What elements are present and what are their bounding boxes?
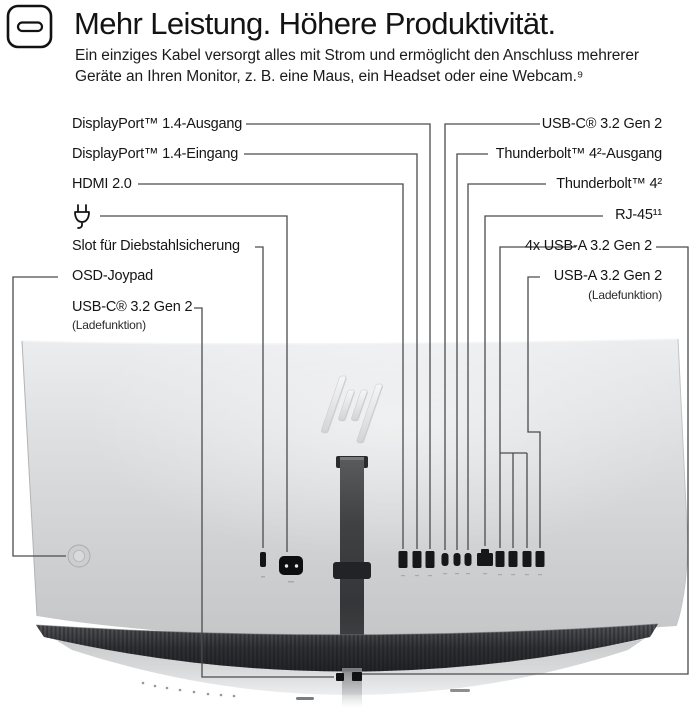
thunderbolt-out-port xyxy=(454,553,461,566)
callout-hdmi: HDMI 2.0 xyxy=(72,176,132,192)
callout-usb-a-charging: USB-A 3.2 Gen 2 xyxy=(553,268,662,284)
callout-rj45: RJ-45¹¹ xyxy=(615,207,662,223)
callout-usb-c-charging: USB-C® 3.2 Gen 2 xyxy=(72,299,193,315)
usb-c-port xyxy=(442,553,449,566)
usb-a-charging-port xyxy=(536,551,545,567)
callout-usb-c-charging-sub: (Ladefunktion) xyxy=(72,318,146,332)
callout-thunderbolt-out: Thunderbolt™ 4²-Ausgang xyxy=(495,146,662,162)
osd-joypad xyxy=(68,545,90,567)
thunderbolt-port xyxy=(465,553,472,566)
usb-a-port-3 xyxy=(523,551,532,567)
stand-clamp xyxy=(333,562,371,579)
callout-usb-a-group: 4x USB-A 3.2 Gen 2 xyxy=(525,238,652,254)
usb-a-port-2 xyxy=(509,551,518,567)
usb-c-charging-port-bottom xyxy=(336,673,344,681)
callout-usb-c: USB-C® 3.2 Gen 2 xyxy=(541,116,662,132)
callout-displayport-in: DisplayPort™ 1.4-Eingang xyxy=(72,146,239,162)
callout-security-slot: Slot für Diebstahlsicherung xyxy=(72,238,240,254)
callout-usb-a-charging-sub: (Ladefunktion) xyxy=(588,288,662,302)
hdmi-port xyxy=(399,551,408,568)
callout-thunderbolt: Thunderbolt™ 4² xyxy=(556,176,662,192)
displayport-in-port xyxy=(413,551,422,568)
page-title: Mehr Leistung. Höhere Produktivität. xyxy=(74,6,556,41)
displayport-out-port xyxy=(426,551,435,568)
callout-displayport-out: DisplayPort™ 1.4-Ausgang xyxy=(72,116,243,132)
usb-a-port-bottom xyxy=(352,672,362,681)
callout-osd-joypad: OSD-Joypad xyxy=(72,268,154,284)
subtitle-line-2: Geräte an Ihren Monitor, z. B. eine Maus, ein Headset oder eine Webcam.⁹ xyxy=(75,68,584,85)
subtitle-line-1: Ein einziges Kabel versorgt alles mit Strom und ermöglicht den Anschluss mehrerer xyxy=(75,47,639,64)
usb-a-port-1 xyxy=(496,551,505,567)
